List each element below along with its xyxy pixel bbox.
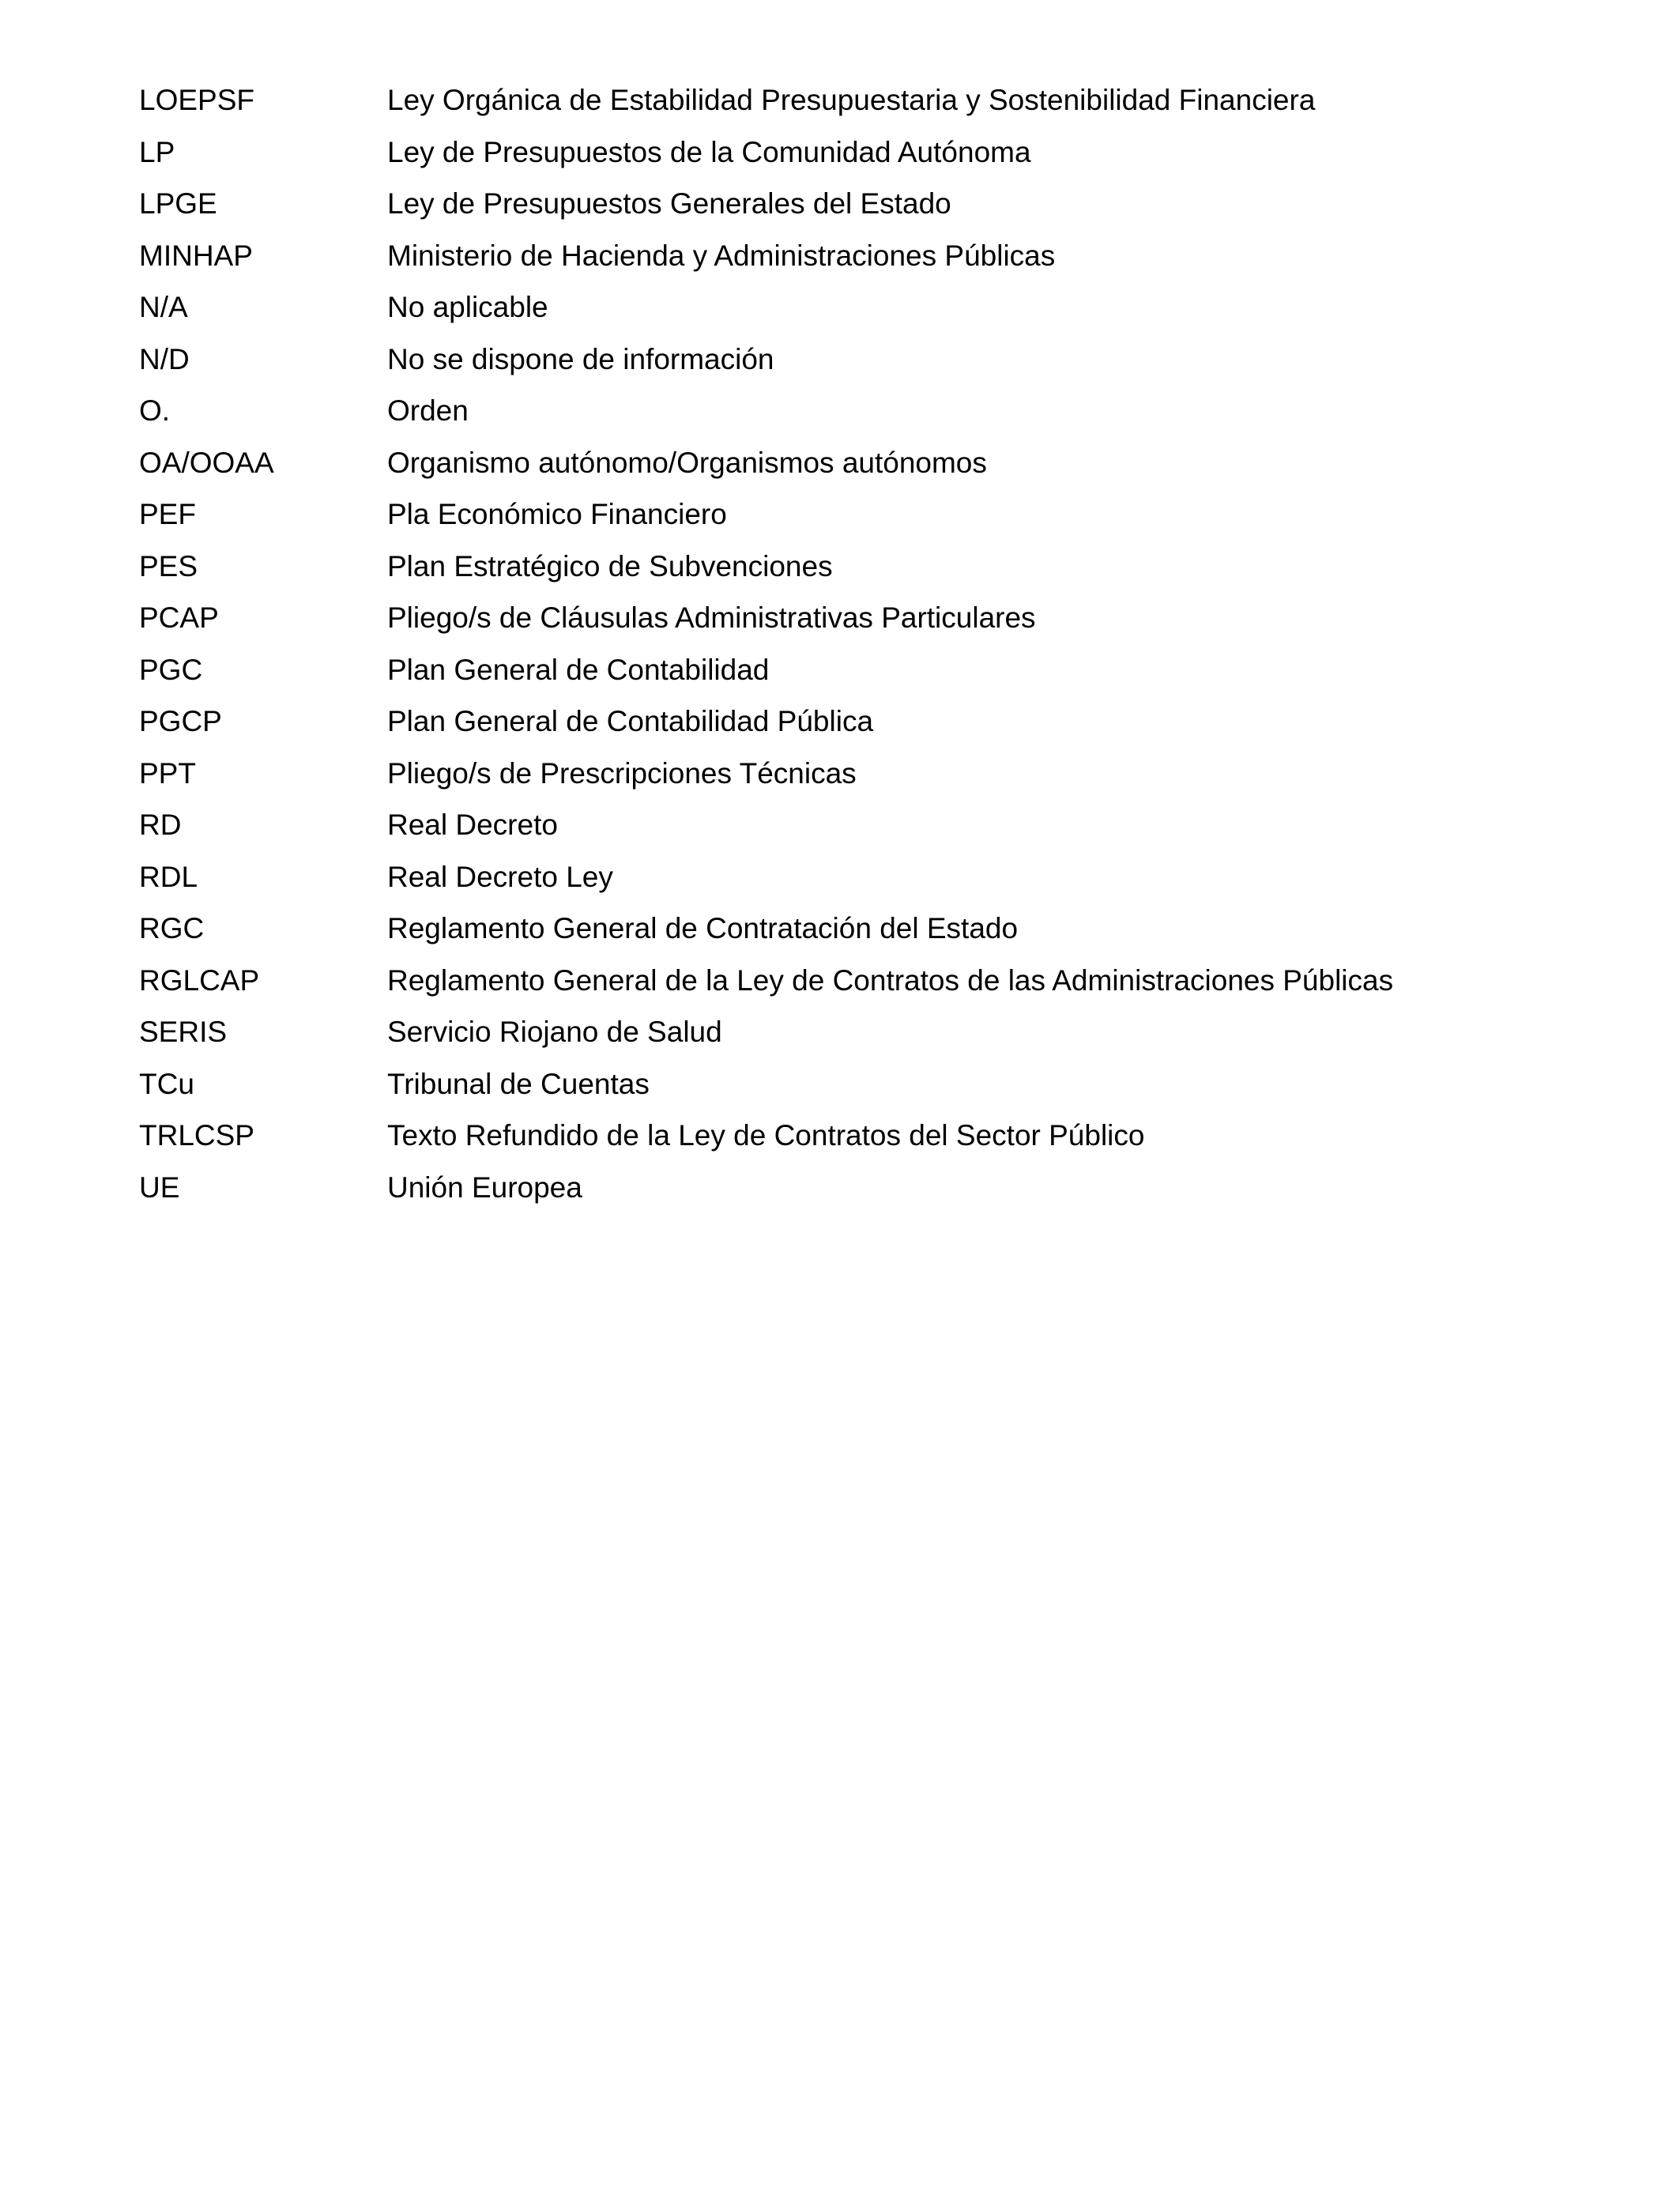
abbreviation-row <box>139 1167 1640 1220</box>
abbreviation-definition: Tribunal de Cuentas <box>387 1067 650 1100</box>
abbreviation-row <box>139 80 1640 132</box>
abbreviation-definition: Pliego/s de Prescripciones Técnicas <box>387 756 857 790</box>
abbreviation-definition: Real Decreto Ley <box>387 860 613 893</box>
abbreviation-term: LOEPSF <box>139 84 254 116</box>
abbreviation-definition: Real Decreto <box>387 809 558 841</box>
abbreviation-row <box>139 1012 1640 1064</box>
abbreviation-term: LPGE <box>139 187 217 220</box>
abbreviation-row <box>139 598 1640 650</box>
abbreviation-definition: Plan Estratégico de Subvenciones <box>387 549 833 582</box>
abbreviation-row <box>139 1064 1640 1116</box>
abbreviation-term: RD <box>139 809 182 841</box>
abbreviation-term: PEF <box>139 498 196 530</box>
abbreviation-definition: Unión Europea <box>387 1171 582 1204</box>
abbreviation-term: MINHAP <box>139 239 253 272</box>
abbreviations-list <box>139 80 1640 1219</box>
abbreviation-row <box>139 857 1640 909</box>
abbreviation-definition: Pla Económico Financiero <box>387 498 727 530</box>
abbreviation-definition: Servicio Riojano de Salud <box>387 1016 722 1048</box>
abbreviation-term: PGCP <box>139 705 222 737</box>
abbreviation-row <box>139 546 1640 598</box>
abbreviation-term: PCAP <box>139 601 219 634</box>
abbreviation-term: PGC <box>139 653 203 686</box>
abbreviation-term: LP <box>139 135 175 168</box>
abbreviation-definition: Ministerio de Hacienda y Administraciones Públicas <box>387 239 1056 272</box>
abbreviation-row <box>139 287 1640 339</box>
abbreviation-row <box>139 339 1640 391</box>
abbreviation-term: O. <box>139 394 171 427</box>
abbreviation-term: UE <box>139 1171 180 1204</box>
abbreviation-definition: No se dispone de información <box>387 342 774 375</box>
abbreviation-row <box>139 1115 1640 1167</box>
abbreviation-term: TCu <box>139 1067 194 1100</box>
abbreviation-definition: Ley de Presupuestos Generales del Estado <box>387 187 951 220</box>
abbreviation-definition: Reglamento General de Contratación del Estado <box>387 912 1019 944</box>
abbreviation-term: SERIS <box>139 1016 228 1048</box>
abbreviation-term: RGLCAP <box>139 963 260 997</box>
abbreviation-term: N/A <box>139 291 188 323</box>
abbreviation-definition: Plan General de Contabilidad <box>387 653 770 686</box>
abbreviation-term: TRLCSP <box>139 1119 254 1152</box>
abbreviation-row <box>139 443 1640 495</box>
abbreviation-term: PES <box>139 549 198 582</box>
abbreviation-row <box>139 650 1640 702</box>
abbreviation-row <box>139 132 1640 184</box>
abbreviation-definition: Ley de Presupuestos de la Comunidad Autónoma <box>387 135 1031 168</box>
abbreviation-definition: Orden <box>387 394 469 427</box>
abbreviation-row <box>139 183 1640 236</box>
abbreviation-term: RGC <box>139 912 205 944</box>
abbreviation-row <box>139 701 1640 753</box>
abbreviation-term: RDL <box>139 860 198 893</box>
abbreviation-row <box>139 805 1640 857</box>
abbreviation-term: OA/OOAA <box>139 446 274 479</box>
abbreviation-definition: Organismo autónomo/Organismos autónomos <box>387 446 987 479</box>
abbreviation-definition: Plan General de Contabilidad Pública <box>387 705 874 737</box>
abbreviation-term: PPT <box>139 756 196 790</box>
abbreviation-definition: Reglamento General de la Ley de Contratos de las Administraciones Públicas <box>387 963 1394 997</box>
abbreviation-row <box>139 236 1640 288</box>
abbreviation-row <box>139 960 1640 1012</box>
abbreviation-definition: Ley Orgánica de Estabilidad Presupuestaria y Sostenibilidad Financiera <box>387 84 1316 116</box>
abbreviation-row <box>139 753 1640 805</box>
abbreviation-row <box>139 908 1640 960</box>
abbreviation-definition: No aplicable <box>387 291 548 323</box>
abbreviation-row <box>139 494 1640 546</box>
abbreviation-row <box>139 390 1640 443</box>
abbreviation-term: N/D <box>139 342 190 375</box>
abbreviation-definition: Texto Refundido de la Ley de Contratos del Sector Público <box>387 1119 1145 1152</box>
abbreviation-definition: Pliego/s de Cláusulas Administrativas Particulares <box>387 601 1036 634</box>
